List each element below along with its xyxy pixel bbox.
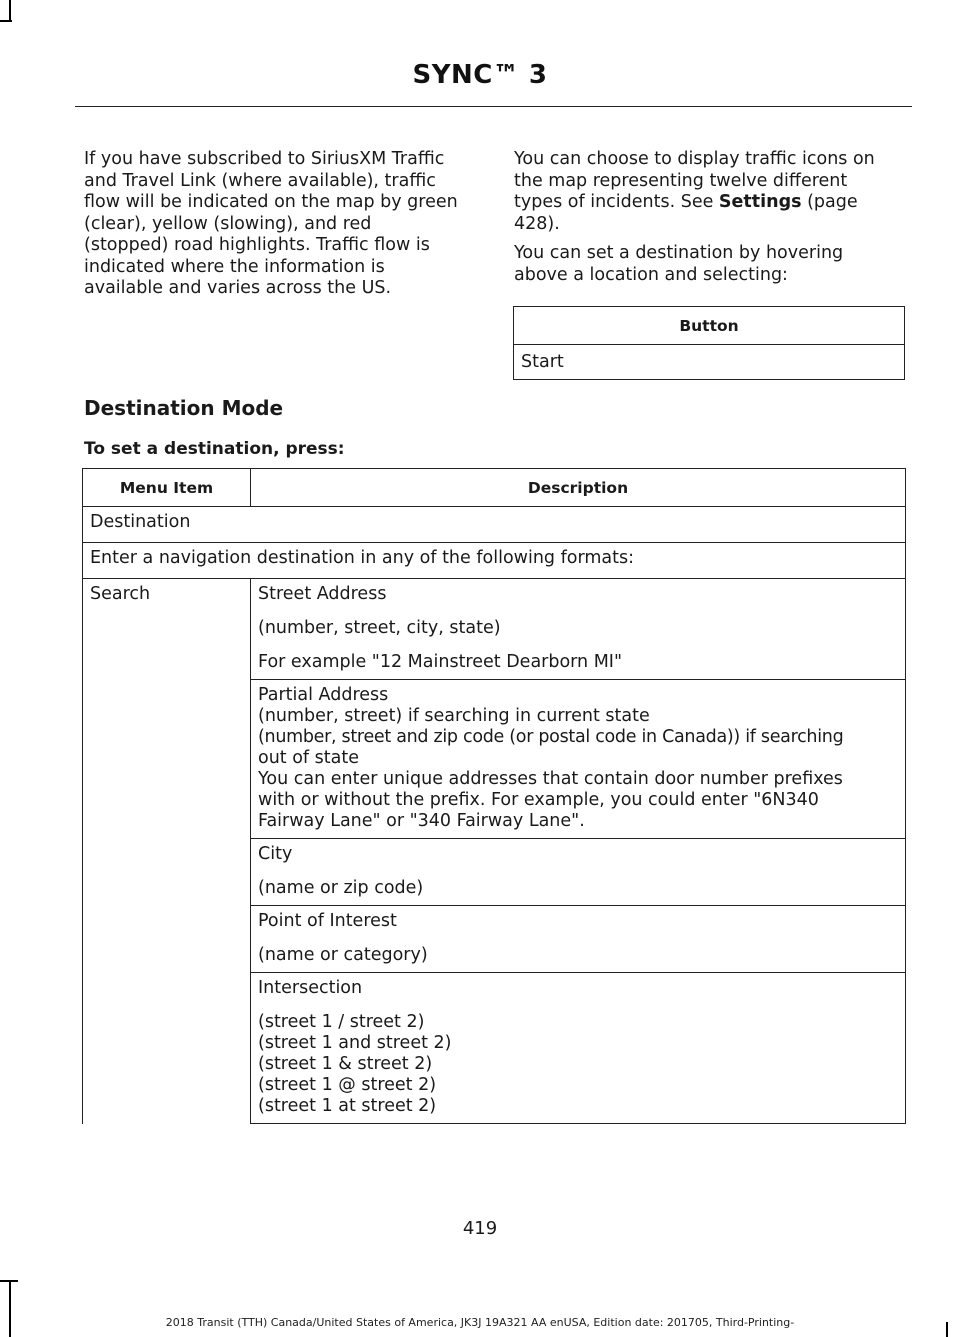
text-fragment: (page [801, 192, 858, 212]
crop-mark-top-left-horizontal [0, 20, 12, 22]
text-line: (stopped) road highlights. Traffic flow is [84, 235, 430, 255]
text-line [514, 192, 909, 214]
cell-line: out of state [258, 748, 359, 768]
page-number: 419 [462, 1218, 498, 1239]
page-header-title: SYNC™ 3 [412, 60, 548, 90]
row-destination: Destination [83, 507, 906, 543]
button-table-header: Button [514, 307, 905, 345]
column-header-menu-item: Menu Item [83, 469, 251, 507]
text-fragment: types of incidents. See [514, 192, 719, 212]
cell-title: City [258, 844, 293, 864]
cell-line: (number, street and zip code (or postal code in Canada)) if searching [258, 727, 844, 747]
header-rule [75, 106, 912, 107]
text-line: You can choose to display traffic icons on [514, 149, 875, 169]
cell-title: Street Address [258, 584, 387, 604]
button-table [513, 306, 905, 380]
cell-line: Fairway Lane" or "340 Fairway Lane". [258, 811, 585, 831]
city-cell [251, 839, 906, 906]
text-line: If you have subscribed to SiriusXM Traffic [84, 149, 445, 169]
cell-line: (street 1 at street 2) [258, 1096, 437, 1116]
text-line: available and varies across the US. [84, 278, 392, 298]
text-line: indicated where the information is [84, 256, 385, 277]
cell-title: Partial Address [258, 685, 389, 705]
destination-table [82, 468, 906, 1124]
crop-mark-top-left-vertical [9, 0, 11, 22]
street-address-cell [251, 579, 906, 680]
row-enter-destination: Enter a navigation destination in any of the following formats: [83, 543, 906, 579]
text-line: the map representing twelve different [514, 170, 848, 191]
search-menu-item: Search [83, 579, 251, 1124]
cell-line: You can enter unique addresses that contain door number prefixes [258, 769, 843, 789]
cell-line: with or without the prefix. For example, you could enter "6N340 [258, 790, 819, 810]
cell-title: Point of Interest [258, 911, 397, 931]
section-title: Destination Mode [84, 396, 284, 420]
settings-link[interactable]: Settings [718, 192, 802, 212]
column-header-description: Description [251, 469, 906, 507]
cell-line: (name or zip code) [258, 878, 424, 898]
text-line: You can set a destination by hovering [514, 243, 844, 263]
traffic-icons-paragraph [514, 149, 909, 235]
cell-line: (street 1 & street 2) [258, 1054, 433, 1074]
cell-line: (street 1 and street 2) [258, 1033, 452, 1053]
cell-title: Intersection [258, 978, 363, 998]
partial-address-cell [251, 680, 906, 839]
text-line: above a location and selecting: [514, 264, 788, 285]
traffic-paragraph [84, 149, 484, 300]
footer-edition-info: 2018 Transit (TTH) Canada/United States of America, JK3J 19A321 AA enUSA, Edition date: 201705, Third-Printing- [165, 1316, 795, 1329]
cell-line: (street 1 @ street 2) [258, 1075, 437, 1095]
button-table-cell: Start [514, 345, 905, 380]
text-line: (clear), yellow (slowing), and red [84, 213, 372, 234]
point-of-interest-cell [251, 906, 906, 973]
text-line: and Travel Link (where available), traffic [84, 170, 436, 191]
cell-line: (name or category) [258, 945, 428, 965]
text-line: 428). [514, 213, 560, 234]
crop-mark-bottom-left-horizontal [0, 1280, 18, 1282]
cell-line: (number, street, city, state) [258, 618, 501, 638]
cell-line: (number, street) if searching in current state [258, 706, 650, 726]
cell-line: For example "12 Mainstreet Dearborn MI" [258, 652, 623, 672]
text-line: flow will be indicated on the map by green [84, 192, 458, 212]
sub-title: To set a destination, press: [84, 439, 345, 459]
cell-line: (street 1 / street 2) [258, 1012, 425, 1032]
intersection-cell [251, 973, 906, 1124]
set-destination-paragraph [514, 243, 909, 286]
